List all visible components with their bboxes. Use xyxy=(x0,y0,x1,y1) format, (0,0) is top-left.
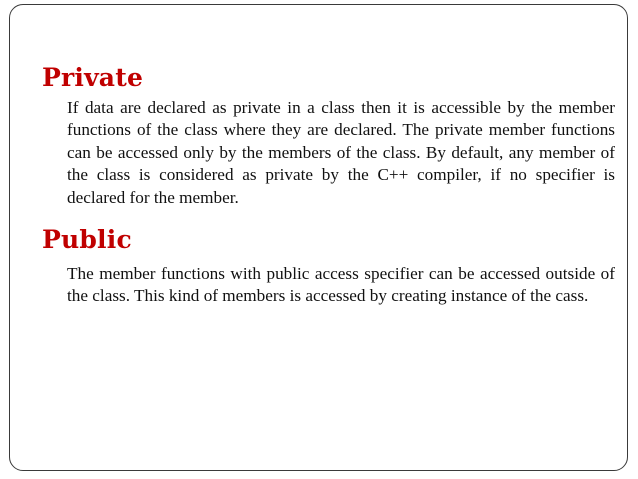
public-description: The member functions with public access specifier can be accessed outside of the class. This kind of members is accessed by creating instance of the cass. xyxy=(67,264,615,306)
private-heading: Private xyxy=(42,63,144,92)
public-heading: Public xyxy=(42,225,132,254)
private-description: If data are declared as private in a class then it is accessible by the member functions of the class where they are declared. The private member functions can be accessed only by the members of the class. By default, any member of the class is considered as private by the C++ compiler, if no specifier is declared for the member. xyxy=(67,98,615,207)
